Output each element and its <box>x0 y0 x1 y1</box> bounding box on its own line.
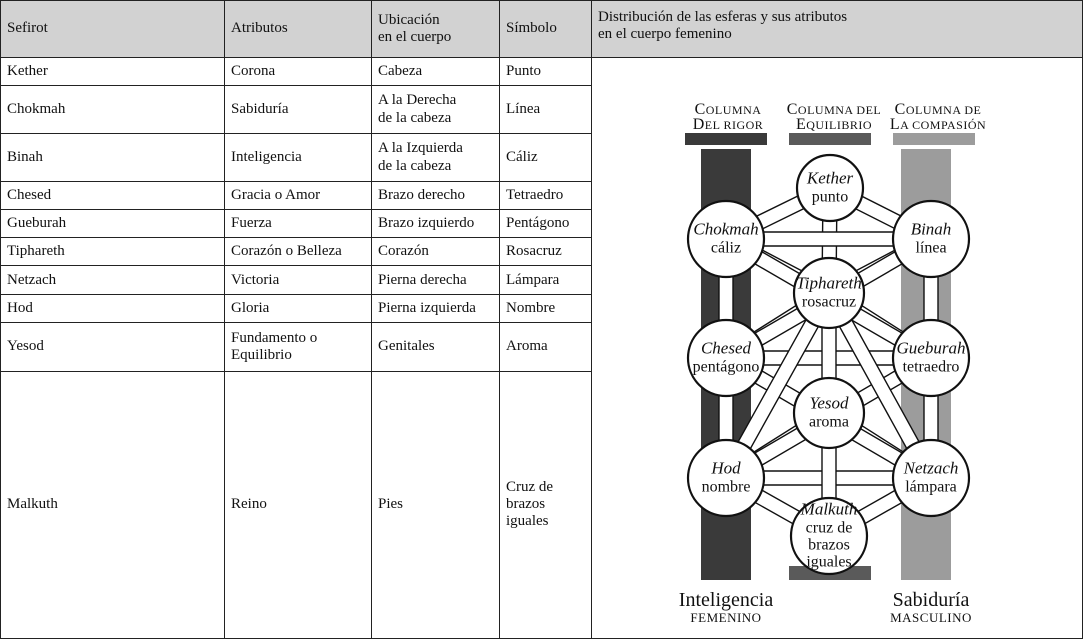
header-ubicacion <box>372 1 500 58</box>
cell-atributo <box>225 238 372 266</box>
cell-sefira: Hod <box>1 295 225 323</box>
sphere-netzach-name: Netzach <box>903 458 959 478</box>
tree-of-life-cell <box>592 58 1083 639</box>
cell-ubicacion-line: Pies <box>378 496 404 513</box>
sphere-hod-symbol: nombre <box>701 478 751 496</box>
cell-simbolo-line: Tetraedro <box>506 187 564 204</box>
cell-ubicacion <box>372 86 500 134</box>
table-body <box>1 58 1083 639</box>
cell-simbolo <box>500 371 592 638</box>
cell-simbolo-line: Nombre <box>506 300 556 317</box>
cell-atributo-line: Equilibrio <box>231 346 292 363</box>
cell-ubicacion-line: Corazón <box>378 243 429 260</box>
cell-sefira: Tiphareth <box>1 238 225 266</box>
cell-atributo-line: Victoria <box>231 271 280 288</box>
sphere-malkuth-symbol: brazos <box>808 536 850 554</box>
sphere-chokmah-name: Chokmah <box>693 219 759 239</box>
cell-simbolo <box>500 323 592 371</box>
cell-atributo <box>225 323 372 371</box>
cell-simbolo <box>500 86 592 134</box>
sphere-yesod-symbol: aroma <box>809 413 849 431</box>
header-row <box>1 1 1083 58</box>
cell-ubicacion-line: Cabeza <box>378 62 423 79</box>
label-masculino: Masculino <box>890 610 972 625</box>
cell-atributo-line: Gracia o Amor <box>231 187 321 204</box>
cell-sefira: Gueburah <box>1 210 225 238</box>
cell-ubicacion-line: A la Izquierda <box>378 140 463 157</box>
cell-simbolo-line: brazos <box>506 496 546 513</box>
sphere-kether-name: Kether <box>806 168 854 188</box>
column-rigor-title: COLUMNA <box>694 101 762 118</box>
cell-simbolo-line: iguales <box>506 513 549 530</box>
cell-atributo <box>225 371 372 638</box>
cell-ubicacion-line: Genitales <box>378 338 435 355</box>
header-distribucion-line: Distribución de las esferas y sus atributos <box>598 9 848 25</box>
cell-ubicacion <box>372 266 500 295</box>
cell-simbolo <box>500 134 592 182</box>
cell-ubicacion <box>372 295 500 323</box>
cell-atributo-line: Reino <box>231 496 267 513</box>
sphere-malkuth-name: Malkuth <box>800 499 858 519</box>
cell-simbolo-line: Lámpara <box>506 271 560 288</box>
cell-simbolo-line: Punto <box>506 62 542 79</box>
table-row <box>1 58 1083 86</box>
column-compasion-title: LA COMPASIÓN <box>889 116 987 133</box>
cell-ubicacion-line: A la Derecha <box>378 92 457 109</box>
label-sabiduria: Sabiduría <box>892 589 970 611</box>
tree-of-life-diagram <box>592 58 1082 638</box>
cell-ubicacion-line: Pierna izquierda <box>378 300 476 317</box>
cell-atributo-line: Sabiduría <box>231 100 289 117</box>
header-sefirot: Sefirot <box>1 1 225 58</box>
cell-ubicacion <box>372 58 500 86</box>
cell-ubicacion <box>372 210 500 238</box>
sphere-gueburah-name: Gueburah <box>896 338 966 358</box>
sphere-netzach-symbol: lámpara <box>905 478 957 496</box>
cell-atributo <box>225 266 372 295</box>
cell-sefira: Malkuth <box>1 371 225 638</box>
sphere-kether-symbol: punto <box>811 188 849 206</box>
cell-atributo <box>225 182 372 210</box>
cell-sefira: Netzach <box>1 266 225 295</box>
cell-simbolo <box>500 295 592 323</box>
cell-simbolo-line: Cruz de <box>506 478 554 495</box>
sphere-yesod-name: Yesod <box>809 393 849 413</box>
sphere-gueburah-symbol: tetraedro <box>902 358 960 376</box>
cell-atributo <box>225 58 372 86</box>
pillar-rigor-cap <box>685 133 767 145</box>
cell-atributo-line: Corona <box>231 62 276 79</box>
column-equilibrio-title: COLUMNA DEL <box>786 101 882 118</box>
cell-sefira: Yesod <box>1 323 225 371</box>
cell-ubicacion <box>372 371 500 638</box>
cell-simbolo <box>500 238 592 266</box>
sphere-binah-symbol: línea <box>915 239 947 257</box>
column-equilibrio-title: EQUILIBRIO <box>795 116 873 133</box>
cell-atributo <box>225 295 372 323</box>
cell-ubicacion <box>372 238 500 266</box>
cell-atributo-line: Inteligencia <box>231 149 302 166</box>
cell-ubicacion <box>372 182 500 210</box>
sphere-tiphareth-name: Tiphareth <box>796 273 862 293</box>
sphere-malkuth-symbol: iguales <box>806 553 852 571</box>
cell-simbolo-line: Pentágono <box>506 215 570 232</box>
cell-atributo <box>225 86 372 134</box>
header-distribucion <box>592 1 1083 58</box>
cell-atributo-line: Corazón o Belleza <box>231 243 342 260</box>
cell-ubicacion <box>372 323 500 371</box>
sphere-malkuth-symbol: cruz de <box>805 519 853 537</box>
sphere-binah-name: Binah <box>910 219 952 239</box>
column-rigor-title: DEL RIGOR <box>692 116 764 133</box>
cell-ubicacion-line: Brazo izquierdo <box>378 215 475 232</box>
pillar-compasion-cap <box>893 133 975 145</box>
header-ubicacion-line: Ubicación <box>378 11 440 28</box>
cell-ubicacion-line: Pierna derecha <box>378 271 467 288</box>
header-ubicacion-line: en el cuerpo <box>378 29 452 45</box>
cell-atributo <box>225 210 372 238</box>
cell-simbolo <box>500 58 592 86</box>
sphere-tiphareth-symbol: rosacruz <box>801 293 857 311</box>
cell-sefira: Chesed <box>1 182 225 210</box>
cell-atributo-line: Fundamento o <box>231 329 318 346</box>
label-inteligencia: Inteligencia <box>678 589 774 611</box>
header-simbolo: Símbolo <box>500 1 592 58</box>
header-distribucion-line: en el cuerpo femenino <box>598 26 732 43</box>
cell-sefira: Chokmah <box>1 86 225 134</box>
sphere-chesed-symbol: pentágono <box>692 358 760 376</box>
sphere-hod-name: Hod <box>711 458 741 478</box>
cell-simbolo-line: Cáliz <box>506 149 538 166</box>
cell-sefira: Kether <box>1 58 225 86</box>
cell-ubicacion-line: de la cabeza <box>378 157 452 174</box>
cell-atributo-line: Gloria <box>231 300 270 317</box>
cell-simbolo <box>500 210 592 238</box>
cell-simbolo-line: Línea <box>506 100 541 117</box>
header-atributos: Atributos <box>225 1 372 58</box>
cell-sefira: Binah <box>1 134 225 182</box>
pillar-equilibrio-cap <box>789 133 871 145</box>
cell-atributo <box>225 134 372 182</box>
cell-atributo-line: Fuerza <box>231 215 272 232</box>
sphere-chesed-name: Chesed <box>700 338 752 358</box>
cell-ubicacion-line: de la cabeza <box>378 109 452 126</box>
cell-simbolo-line: Rosacruz <box>506 243 562 260</box>
sphere-chokmah-symbol: cáliz <box>710 239 742 257</box>
cell-ubicacion-line: Brazo derecho <box>378 187 466 204</box>
column-compasion-title: COLUMNA DE <box>894 101 982 118</box>
label-femenino: Femenino <box>690 610 762 625</box>
cell-ubicacion <box>372 134 500 182</box>
cell-simbolo <box>500 266 592 295</box>
cell-simbolo-line: Aroma <box>506 338 548 355</box>
cell-simbolo <box>500 182 592 210</box>
